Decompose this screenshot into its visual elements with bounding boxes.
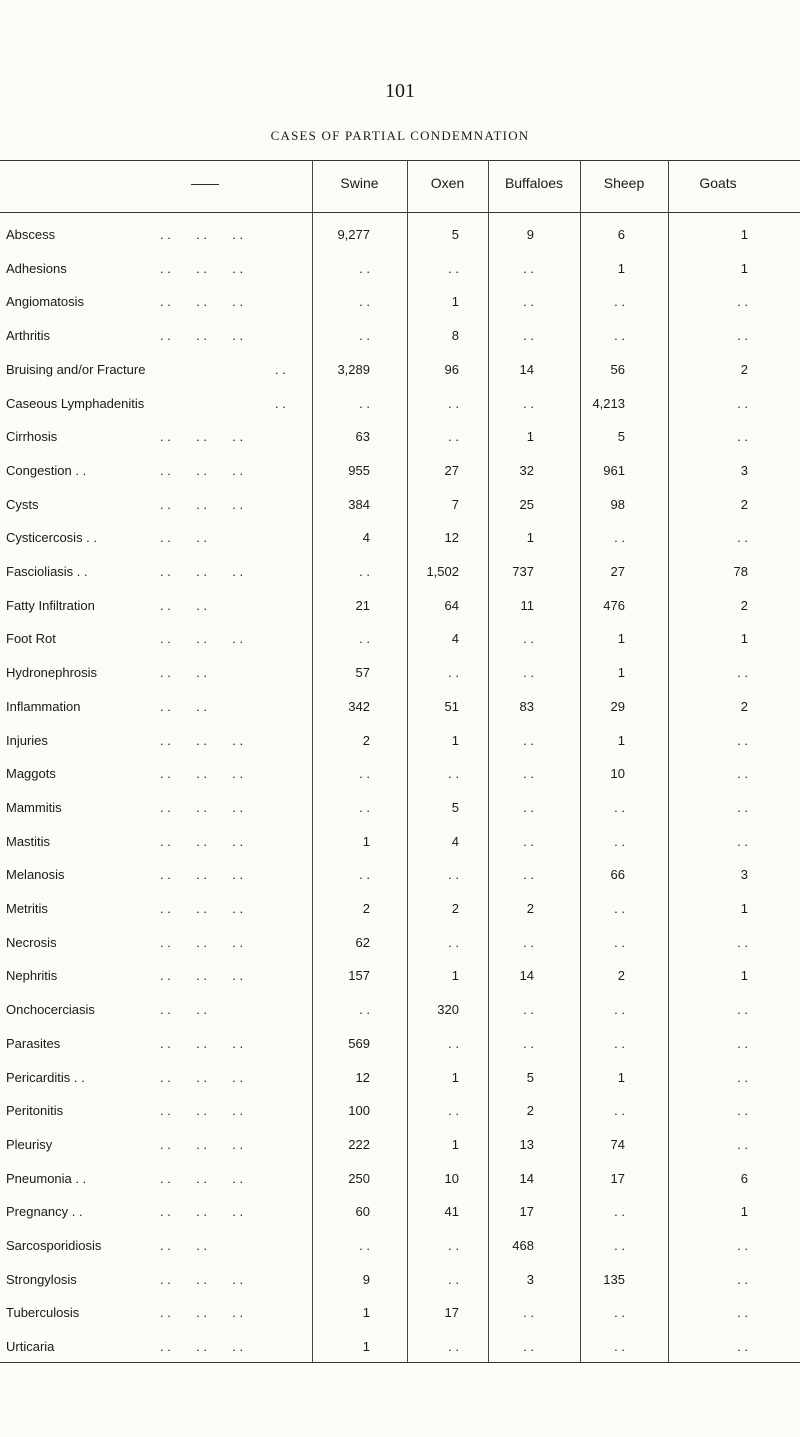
row-label: Tuberculosis (6, 1305, 80, 1321)
cell-value: 10 (444, 1170, 459, 1186)
leader-dots: . . . . . . (160, 799, 244, 815)
table-row (0, 1103, 800, 1121)
cell-value: . . (359, 294, 370, 310)
cell-value: 5 (526, 1069, 534, 1085)
cell-value: 62 (355, 934, 370, 950)
leader-dots: . . . . . . (160, 328, 244, 344)
cell-value: 100 (348, 1103, 370, 1119)
cell-value: 342 (348, 698, 370, 714)
cell-value: 384 (348, 496, 370, 512)
table-row (0, 1070, 800, 1088)
cell-value: 57 (355, 665, 370, 681)
cell-value: . . (523, 395, 534, 411)
row-label: Cirrhosis (6, 429, 58, 445)
leader-dots: . . . . (160, 597, 207, 613)
cell-value: . . (614, 833, 625, 849)
cell-value: . . (359, 1238, 370, 1253)
cell-value: . . (448, 665, 459, 681)
cell-value: . . (614, 901, 625, 916)
table-bottom-rule (0, 1362, 800, 1363)
cell-value: 1 (451, 732, 459, 748)
leader-dots: . . . . (160, 665, 207, 681)
leader-dots: . . . . . . (160, 867, 244, 883)
cell-value: . . (523, 1035, 534, 1051)
cell-value: . . (448, 1238, 459, 1253)
cell-value: 2 (526, 901, 534, 916)
cell-value: 1 (451, 294, 459, 310)
cell-value: . . (614, 1238, 625, 1253)
row-label: Cysts (6, 496, 39, 512)
table-row (0, 1272, 800, 1290)
cell-value: 955 (348, 462, 370, 478)
table-title: CASES OF PARTIAL CONDEMNATION (270, 128, 530, 143)
row-label: Urticaria (6, 1339, 55, 1355)
cell-value: . . (614, 1204, 625, 1220)
cell-value: 9 (362, 1271, 370, 1287)
row-label: Metritis (6, 901, 48, 916)
cell-value: 1 (740, 227, 748, 242)
cell-value: 5 (617, 429, 625, 445)
row-label: Pericarditis . . (6, 1069, 85, 1085)
cell-value: 14 (519, 361, 534, 377)
cell-value: 4 (451, 631, 459, 647)
row-label: Cysticercosis . . (6, 530, 98, 546)
table-row (0, 396, 800, 414)
cell-value: 6 (617, 227, 625, 242)
cell-value: . . (737, 1069, 748, 1085)
cell-value: . . (448, 260, 459, 276)
cell-value: 1,502 (426, 564, 459, 579)
cell-value: 7 (451, 496, 459, 512)
cell-value: 1 (451, 1136, 459, 1152)
cell-value: 4 (451, 833, 459, 849)
cell-value: 1 (451, 1069, 459, 1085)
leader-dots: . . (275, 361, 286, 377)
row-label: Fascioliasis . . (6, 564, 88, 579)
cell-value: 2 (362, 901, 370, 916)
row-label: Arthritis (6, 328, 51, 344)
leader-dots: . . . . . . (160, 1170, 244, 1186)
cell-value: 4 (362, 530, 370, 546)
cell-value: 2 (526, 1103, 534, 1119)
leader-dots: . . . . . . (160, 934, 244, 950)
row-label: Pleurisy (6, 1136, 53, 1152)
table-row (0, 1137, 800, 1155)
cell-value: . . (737, 833, 748, 849)
cell-value: 9 (526, 227, 534, 242)
cell-value: . . (359, 395, 370, 411)
row-label: Strongylosis (6, 1271, 77, 1287)
cell-value: . . (614, 934, 625, 950)
cell-value: . . (359, 631, 370, 647)
leader-dots: . . . . . . (160, 1271, 244, 1287)
cell-value: . . (737, 1136, 748, 1152)
cell-value: . . (359, 260, 370, 276)
cell-value: 13 (519, 1136, 534, 1152)
table-row (0, 463, 800, 481)
cell-value: 1 (617, 631, 625, 647)
cell-value: . . (614, 1035, 625, 1051)
cell-value: 74 (610, 1136, 625, 1152)
cell-value: 1 (740, 631, 748, 647)
row-label: Mastitis (6, 833, 51, 849)
cell-value: . . (448, 934, 459, 950)
table-row (0, 699, 800, 717)
leader-dots: . . . . . . (160, 1339, 244, 1355)
cell-value: . . (448, 867, 459, 883)
cell-value: . . (737, 395, 748, 411)
cell-value: . . (737, 429, 748, 445)
table-row (0, 665, 800, 683)
header-oxen: Oxen (430, 175, 465, 191)
cell-value: 2 (740, 698, 748, 714)
cell-value: 3 (526, 1271, 534, 1287)
leader-dots: . . . . . . (160, 732, 244, 748)
leader-dots: . . . . . . (160, 901, 244, 916)
leader-dots: . . . . . . (160, 227, 244, 242)
row-label: Fatty Infiltration (6, 597, 95, 613)
cell-value: 56 (610, 361, 625, 377)
cell-value: 3,289 (337, 361, 370, 377)
cell-value: . . (523, 732, 534, 748)
cell-value: 1 (740, 901, 748, 916)
leader-dots: . . . . . . (160, 968, 244, 984)
cell-value: 1 (362, 833, 370, 849)
table-row (0, 497, 800, 515)
cell-value: . . (448, 395, 459, 411)
table-row (0, 834, 800, 852)
cell-value: . . (359, 867, 370, 883)
cell-value: 14 (519, 968, 534, 984)
cell-value: . . (737, 799, 748, 815)
cell-value: 737 (512, 564, 534, 579)
cell-value: 10 (610, 766, 625, 782)
cell-value: . . (523, 1002, 534, 1018)
row-label: Parasites (6, 1035, 61, 1051)
cell-value: 1 (617, 260, 625, 276)
cell-value: 41 (444, 1204, 459, 1220)
table-row (0, 530, 800, 548)
header-swine: Swine (340, 175, 379, 191)
cell-value: 3 (740, 462, 748, 478)
cell-value: 961 (603, 462, 625, 478)
cell-value: 1 (740, 260, 748, 276)
row-label: Nephritis (6, 968, 58, 984)
cell-value: . . (737, 1103, 748, 1119)
header-sheep: Sheep (603, 175, 645, 191)
row-label: Inflammation (6, 698, 81, 714)
cell-value: . . (737, 732, 748, 748)
cell-value: 9,277 (337, 227, 370, 242)
cell-value: 2 (740, 597, 748, 613)
row-label: Adhesions (6, 260, 67, 276)
table-row (0, 227, 800, 245)
cell-value: . . (523, 631, 534, 647)
cell-value: . . (523, 867, 534, 883)
cell-value: 8 (451, 328, 459, 344)
table-row (0, 362, 800, 380)
row-label: Sarcosporidiosis (6, 1238, 102, 1253)
cell-value: 320 (437, 1002, 459, 1018)
cell-value: . . (523, 665, 534, 681)
cell-value: . . (523, 799, 534, 815)
table-row (0, 631, 800, 649)
cell-value: . . (614, 530, 625, 546)
row-label: Injuries (6, 732, 48, 748)
row-label: Mammitis (6, 799, 62, 815)
cell-value: 5 (451, 799, 459, 815)
leader-dots: . . . . . . (160, 833, 244, 849)
table-row (0, 1002, 800, 1020)
row-label: Maggots (6, 766, 56, 782)
row-label: Peritonitis (6, 1103, 64, 1119)
cell-value: . . (737, 1271, 748, 1287)
cell-value: 11 (520, 597, 534, 613)
cell-value: 32 (519, 462, 534, 478)
table-row (0, 294, 800, 312)
cell-value: . . (523, 934, 534, 950)
row-label: Abscess (6, 227, 56, 242)
cell-value: . . (614, 328, 625, 344)
table-row (0, 1171, 800, 1189)
leader-dots: . . . . . . (160, 260, 244, 276)
cell-value: 64 (444, 597, 459, 613)
cell-value: 569 (348, 1035, 370, 1051)
cell-value: 1 (526, 429, 534, 445)
cell-value: . . (359, 766, 370, 782)
table-row (0, 261, 800, 279)
leader-dots: . . . . . . (160, 1136, 244, 1152)
table-row (0, 1339, 800, 1357)
table-row (0, 1204, 800, 1222)
table-row (0, 1238, 800, 1256)
table-row (0, 968, 800, 986)
cell-value: . . (614, 1305, 625, 1321)
cell-value: . . (737, 1035, 748, 1051)
cell-value: 17 (444, 1305, 459, 1321)
cell-value: . . (359, 1002, 370, 1018)
cell-value: 12 (444, 530, 459, 546)
leader-dots: . . . . . . (160, 462, 244, 478)
table-row (0, 901, 800, 919)
header-goats: Goats (699, 175, 737, 191)
cell-value: 17 (519, 1204, 534, 1220)
row-label: Bruising and/or Fracture (6, 361, 146, 377)
cell-value: 157 (348, 968, 370, 984)
cell-value: 3 (740, 867, 748, 883)
row-label: Pregnancy . . (6, 1204, 83, 1220)
cell-value: 1 (362, 1339, 370, 1355)
cell-value: . . (359, 564, 370, 579)
row-label: Congestion . . (6, 462, 87, 478)
table-row (0, 935, 800, 953)
leader-dots: . . . . (160, 1238, 207, 1253)
cell-value: . . (448, 429, 459, 445)
cell-value: 98 (610, 496, 625, 512)
leader-dots: . . . . . . (160, 1069, 244, 1085)
header-stub-dash: —— (191, 175, 219, 191)
leader-dots: . . . . . . (160, 766, 244, 782)
cell-value: . . (737, 328, 748, 344)
cell-value: 63 (355, 429, 370, 445)
cell-value: 1 (740, 968, 748, 984)
leader-dots: . . . . . . (160, 631, 244, 647)
cell-value: . . (448, 1271, 459, 1287)
cell-value: . . (448, 766, 459, 782)
row-label: Angiomatosis (6, 294, 85, 310)
cell-value: 78 (733, 564, 748, 579)
cell-value: 1 (526, 530, 534, 546)
cell-value: 27 (444, 462, 459, 478)
table-row (0, 564, 800, 582)
leader-dots: . . . . . . (160, 294, 244, 310)
cell-value: 12 (355, 1069, 370, 1085)
cell-value: 1 (617, 1069, 625, 1085)
cell-value: . . (737, 934, 748, 950)
row-label: Necrosis (6, 934, 57, 950)
leader-dots: . . . . (160, 698, 207, 714)
cell-value: 135 (603, 1271, 625, 1287)
cell-value: . . (448, 1103, 459, 1119)
cell-value: . . (523, 328, 534, 344)
table-top-rule (0, 160, 800, 161)
cell-value: 60 (355, 1204, 370, 1220)
cell-value: 17 (610, 1170, 625, 1186)
cell-value: 1 (362, 1305, 370, 1321)
cell-value: 14 (519, 1170, 534, 1186)
cell-value: 21 (355, 597, 370, 613)
row-label: Foot Rot (6, 631, 56, 647)
cell-value: 96 (444, 361, 459, 377)
page-number: 101 (385, 80, 415, 102)
cell-value: 1 (740, 1204, 748, 1220)
leader-dots: . . . . . . (160, 496, 244, 512)
cell-value: 25 (519, 496, 534, 512)
cell-value: 250 (348, 1170, 370, 1186)
cell-value: . . (359, 799, 370, 815)
cell-value: . . (737, 294, 748, 310)
cell-value: . . (523, 294, 534, 310)
cell-value: 2 (740, 496, 748, 512)
leader-dots: . . . . . . (160, 1035, 244, 1051)
cell-value: . . (737, 530, 748, 546)
cell-value: 27 (610, 564, 625, 579)
table-row (0, 598, 800, 616)
leader-dots: . . . . . . (160, 429, 244, 445)
row-label: Hydronephrosis (6, 665, 98, 681)
cell-value: . . (614, 1103, 625, 1119)
cell-value: 4,213 (592, 395, 625, 411)
row-label: Melanosis (6, 867, 65, 883)
cell-value: 2 (617, 968, 625, 984)
table-row (0, 328, 800, 346)
cell-value: . . (737, 1339, 748, 1355)
leader-dots: . . . . (160, 1002, 207, 1018)
row-label: Onchocerciasis (6, 1002, 95, 1018)
table-row (0, 800, 800, 818)
header-buffaloes: Buffaloes (504, 175, 564, 191)
leader-dots: . . . . . . (160, 564, 244, 579)
cell-value: . . (614, 294, 625, 310)
leader-dots: . . . . (160, 530, 207, 546)
table-row (0, 1305, 800, 1323)
cell-value: 1 (617, 732, 625, 748)
table-row (0, 867, 800, 885)
cell-value: . . (523, 766, 534, 782)
cell-value: 51 (444, 698, 459, 714)
cell-value: . . (614, 1002, 625, 1018)
table-row (0, 766, 800, 784)
cell-value: 29 (610, 698, 625, 714)
cell-value: 476 (603, 597, 625, 613)
cell-value: 468 (512, 1238, 534, 1253)
leader-dots: . . . . . . (160, 1305, 244, 1321)
cell-value: . . (523, 260, 534, 276)
table-row (0, 1036, 800, 1054)
cell-value: . . (737, 665, 748, 681)
cell-value: 66 (610, 867, 625, 883)
cell-value: . . (737, 1305, 748, 1321)
row-label: Pneumonia . . (6, 1170, 87, 1186)
header-bottom-rule (0, 212, 800, 213)
cell-value: . . (448, 1339, 459, 1355)
cell-value: . . (614, 799, 625, 815)
leader-dots: . . . . . . (160, 1103, 244, 1119)
cell-value: 2 (362, 732, 370, 748)
cell-value: . . (448, 1035, 459, 1051)
table-row (0, 429, 800, 447)
cell-value: 2 (740, 361, 748, 377)
cell-value: 6 (740, 1170, 748, 1186)
cell-value: 1 (617, 665, 625, 681)
cell-value: . . (614, 1339, 625, 1355)
cell-value: . . (523, 1339, 534, 1355)
cell-value: . . (359, 328, 370, 344)
leader-dots: . . (275, 395, 286, 411)
table-row (0, 733, 800, 751)
cell-value: . . (737, 1002, 748, 1018)
cell-value: . . (523, 1305, 534, 1321)
cell-value: . . (737, 1238, 748, 1253)
cell-value: 2 (451, 901, 459, 916)
row-label: Caseous Lymphadenitis (6, 395, 145, 411)
cell-value: 5 (451, 227, 459, 242)
cell-value: . . (737, 766, 748, 782)
cell-value: 222 (348, 1136, 370, 1152)
leader-dots: . . . . . . (160, 1204, 244, 1220)
cell-value: 83 (519, 698, 534, 714)
cell-value: 1 (451, 968, 459, 984)
cell-value: . . (523, 833, 534, 849)
